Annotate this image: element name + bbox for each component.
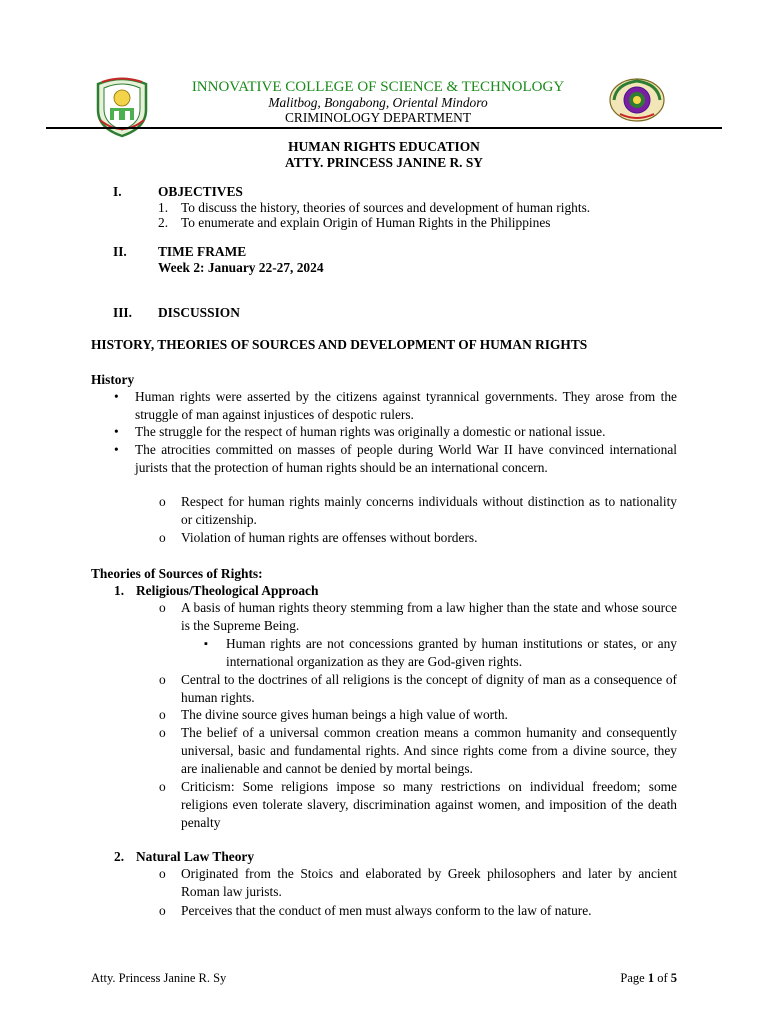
course-title: HUMAN RIGHTS EDUCATION xyxy=(288,139,480,154)
section-title: OBJECTIVES xyxy=(158,184,243,199)
circle-glyph: o xyxy=(159,494,166,509)
section-title: DISCUSSION xyxy=(158,305,240,320)
list-item: Criticism: Some religions impose so many restrictions on individual freedom; some religions even tolerate slavery, discrimination against women, and imposition of the death penalty xyxy=(181,779,677,830)
criminology-seal-icon xyxy=(608,78,666,122)
list-item: The belief of a universal common creation means a common humanity and consequently universal, basic and fundamental rights. And since rights come from a divine source, they are inalienable and cannot be denied by mortal beings. xyxy=(181,725,677,776)
list-item: To enumerate and explain Origin of Human Rights in the Philippines xyxy=(181,215,551,230)
circle-glyph: o xyxy=(159,779,166,794)
list-item: The divine source gives human beings a high value of worth. xyxy=(181,707,508,722)
list-item: Human rights are not concessions granted by human institutions or states, or any international organization as they are God-given rights. xyxy=(226,636,677,669)
list-item: The atrocities committed on masses of people during World War II have convinced international jurists that the protection of human rights should be an international concern. xyxy=(135,442,677,475)
theories-label: Theories of Sources of Rights: xyxy=(91,566,263,581)
list-item-number: 1. xyxy=(114,583,125,598)
circle-glyph: o xyxy=(159,530,166,545)
section-number: II. xyxy=(113,244,127,259)
circle-glyph: o xyxy=(159,903,166,918)
list-item-number: 2. xyxy=(114,849,125,864)
list-item: Human rights were asserted by the citizens against tyrannical governments. They arose from the struggle of man against injustices of despotic rulers. xyxy=(135,389,677,422)
page-prefix: Page xyxy=(620,971,648,985)
discussion-heading: HISTORY, THEORIES OF SOURCES AND DEVELOPMENT OF HUMAN RIGHTS xyxy=(91,337,588,352)
list-item: The struggle for the respect of human rights was originally a domestic or national issue. xyxy=(135,424,606,439)
circle-glyph: o xyxy=(159,725,166,740)
circle-glyph: o xyxy=(159,600,166,615)
college-name: INNOVATIVE COLLEGE OF SCIENCE & TECHNOLOGY xyxy=(191,79,565,95)
department-name: CRIMINOLOGY DEPARTMENT xyxy=(284,110,472,125)
history-label: History xyxy=(91,372,135,387)
section-title: TIME FRAME xyxy=(158,244,247,259)
list-item: Violation of human rights are offenses without borders. xyxy=(181,530,478,545)
list-item: Perceives that the conduct of men must always conform to the law of nature. xyxy=(181,903,592,918)
list-item: Central to the doctrines of all religions is the concept of dignity of man as a consequence of human rights. xyxy=(181,672,677,705)
bullet-glyph: • xyxy=(114,442,119,457)
circle-glyph: o xyxy=(159,672,166,687)
square-glyph: ▪ xyxy=(204,638,208,650)
page-current: 1 xyxy=(647,971,655,985)
page-total: 5 xyxy=(670,971,677,985)
circle-glyph: o xyxy=(159,707,166,722)
list-item-number: 1. xyxy=(158,200,169,215)
week-range: Week 2: January 22-27, 2024 xyxy=(158,260,324,275)
college-address: Malitbog, Bongabong, Oriental Mindoro xyxy=(268,95,488,110)
list-item: To discuss the history, theories of sources and development of human rights. xyxy=(181,200,591,215)
header-rule xyxy=(46,127,722,129)
instructor-name: ATTY. PRINCESS JANINE R. SY xyxy=(285,155,483,170)
bullet-glyph: • xyxy=(114,389,119,404)
section-number: I. xyxy=(113,184,122,199)
footer-author: Atty. Princess Janine R. Sy xyxy=(91,971,227,985)
list-item: Respect for human rights mainly concerns individuals without distinction as to nationality or citizenship. xyxy=(181,494,677,527)
theory-title: Religious/Theological Approach xyxy=(136,583,319,598)
list-item: Originated from the Stoics and elaborated by Greek philosophers and later by ancient Roman law jurists. xyxy=(181,866,677,899)
section-number: III. xyxy=(113,305,132,320)
list-item-number: 2. xyxy=(158,215,169,230)
circle-glyph: o xyxy=(159,866,166,881)
page-of: of xyxy=(654,971,671,985)
theory-title: Natural Law Theory xyxy=(136,849,255,864)
page-number xyxy=(620,970,677,986)
bullet-glyph: • xyxy=(114,424,119,439)
right-logo xyxy=(608,78,666,122)
list-item: A basis of human rights theory stemming from a law higher than the state and whose source is the Supreme Being. xyxy=(181,600,677,633)
